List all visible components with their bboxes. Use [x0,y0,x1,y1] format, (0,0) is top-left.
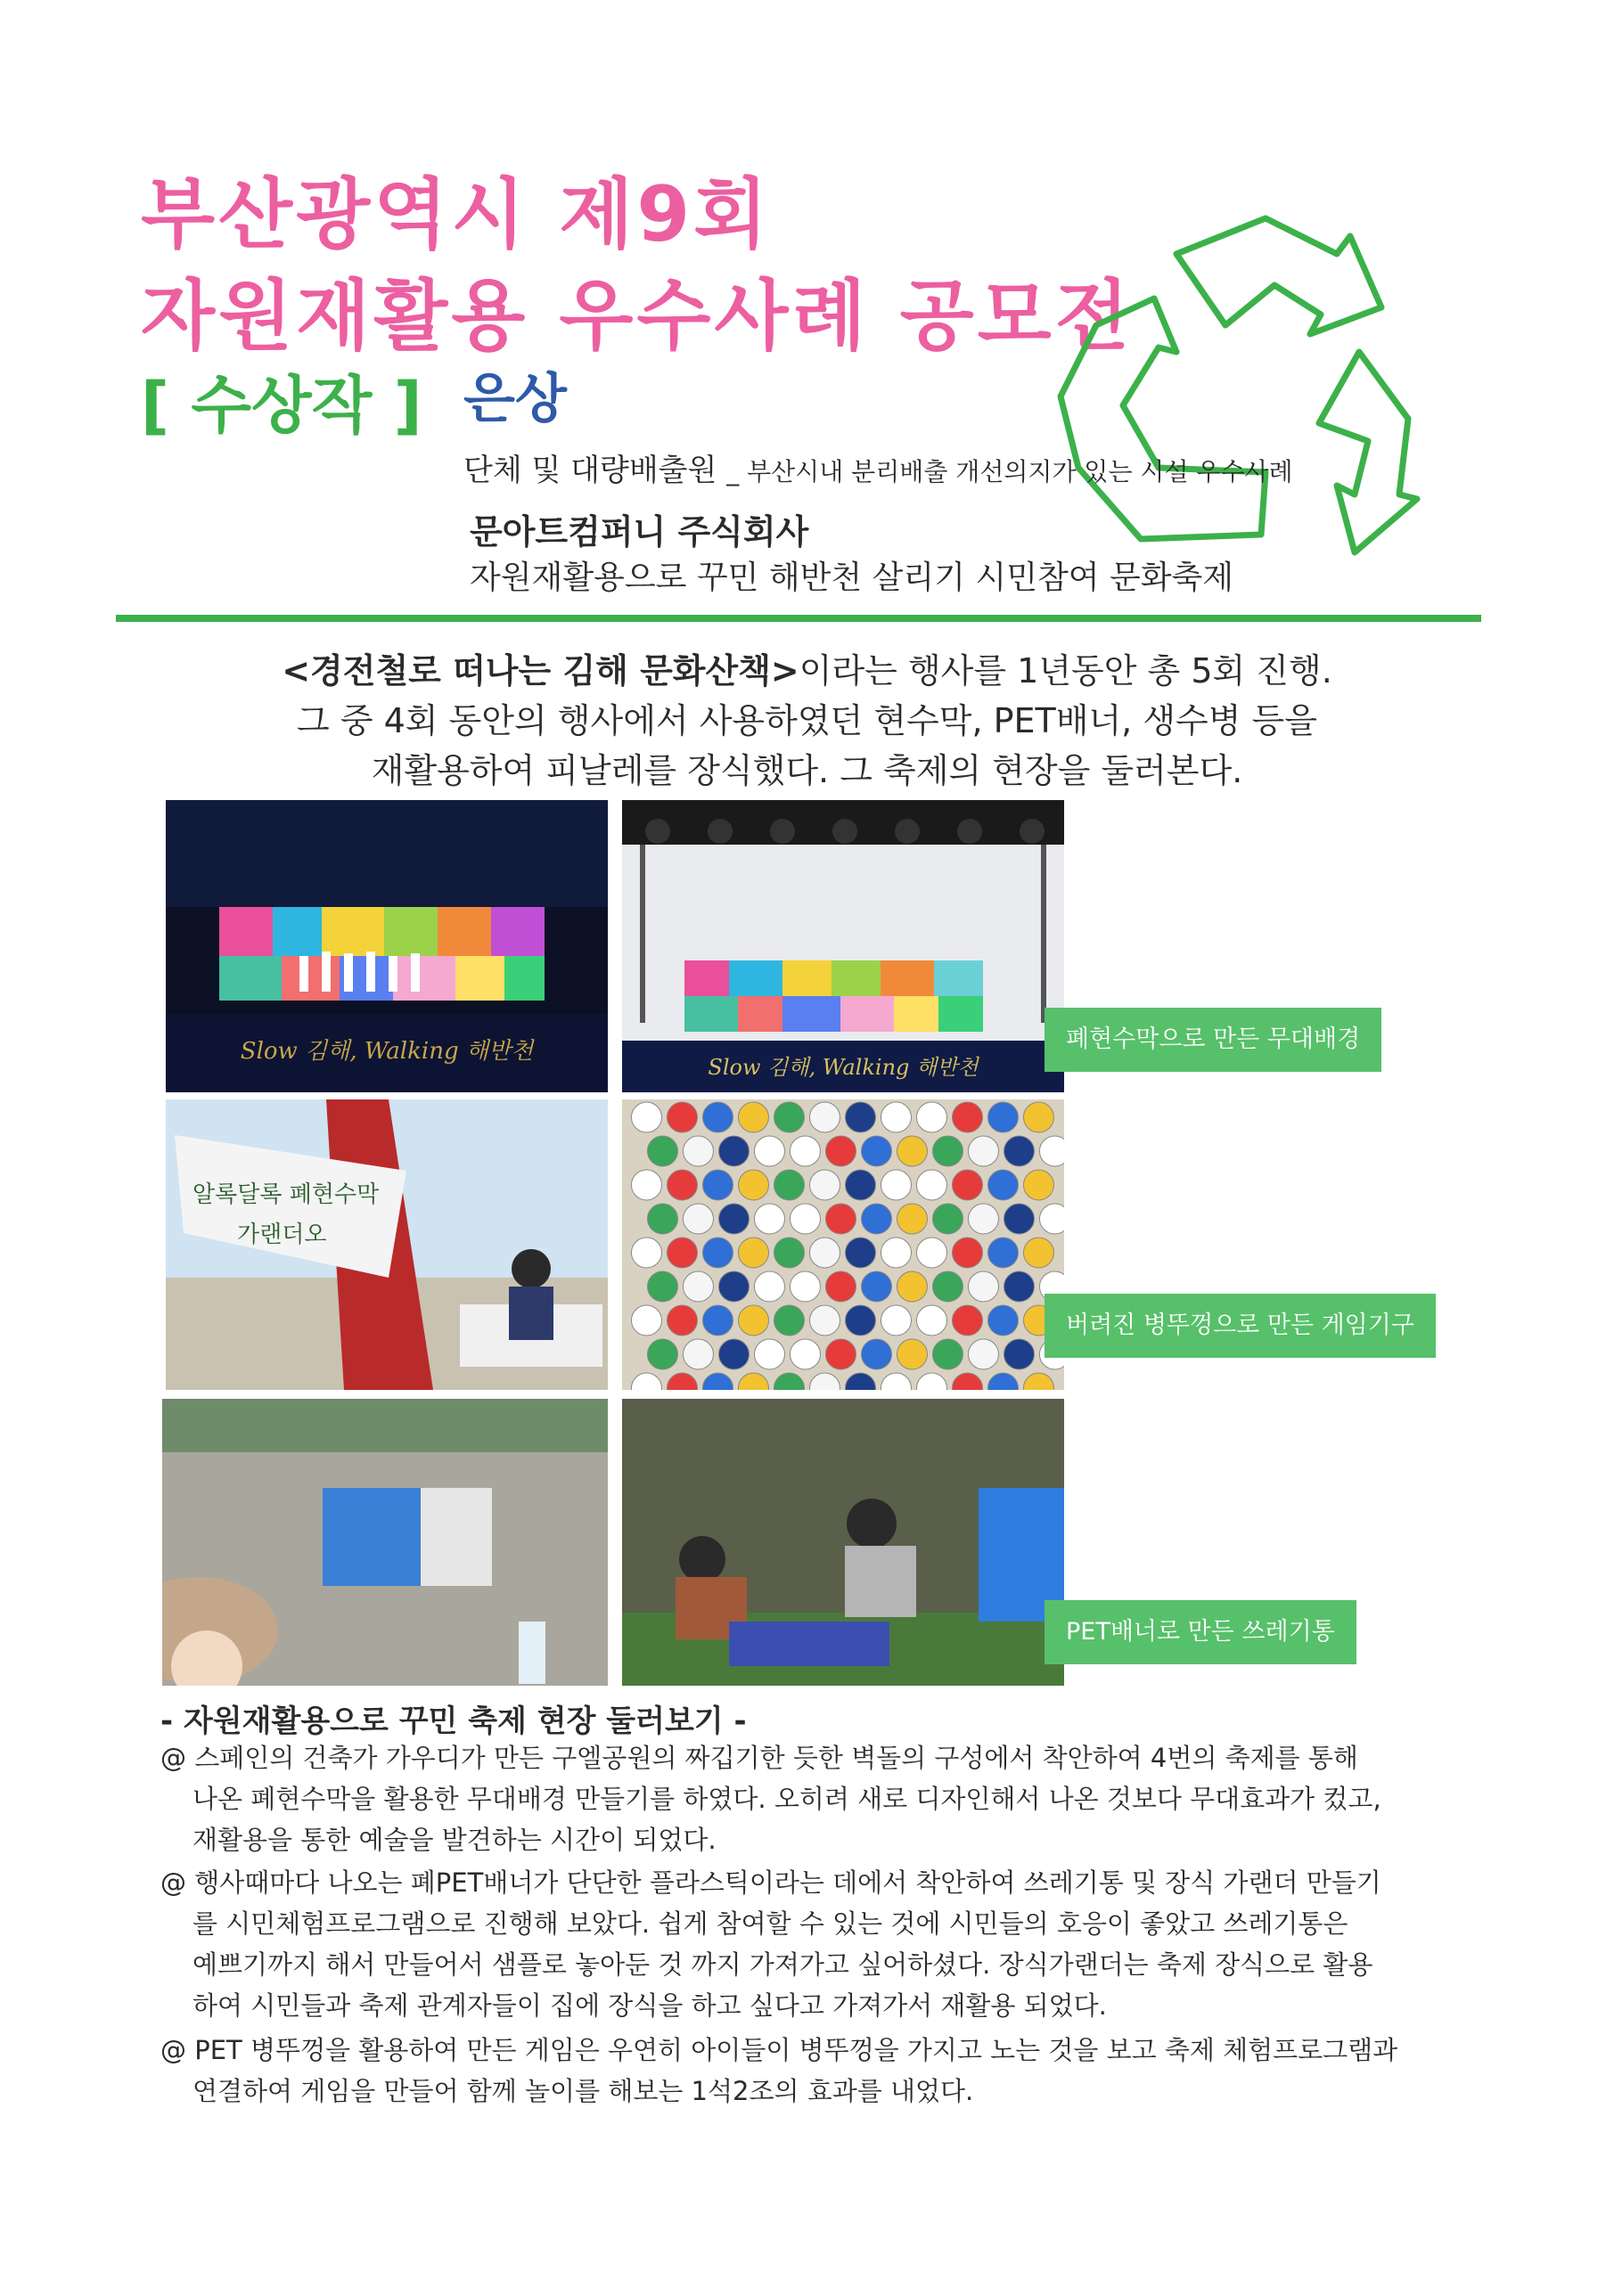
bottle-cap [702,1305,733,1336]
bottle-cap [809,1102,840,1132]
bottle-cap [861,1204,891,1234]
bottle-cap [1023,1238,1053,1268]
award-label: [ 수상작 ] [141,369,422,442]
bottle-cap [683,1271,713,1302]
intro-event-name: <경전철로 떠나는 김해 문화산책> [282,651,799,690]
bottle-cap [968,1204,998,1234]
bottle-cap [825,1204,856,1234]
bottle-cap [790,1271,820,1302]
bullet-line: @ 행사때마다 나오는 폐PET배너가 단단한 플라스틱이라는 데에서 착안하여 쓰레기통 및 장식 가랜더 만들기 [160,1867,1381,1898]
bottle-cap [1004,1204,1034,1234]
award-level: 은상 [463,368,567,430]
bottle-cap [916,1238,946,1268]
bottle-cap [897,1204,927,1234]
bottle-cap [809,1170,840,1200]
bottle-cap [718,1271,749,1302]
bottle-cap [861,1339,891,1369]
bottle-cap [825,1136,856,1166]
bottle-cap [718,1136,749,1166]
bullet-line: 재활용을 통한 예술을 발견하는 시간이 되었다. [193,1825,717,1855]
bottle-cap [647,1136,677,1166]
bottle-cap [754,1271,784,1302]
company-name: 문아트컴퍼니 주식회사 [470,512,809,552]
bottle-cap [754,1339,784,1369]
tag-cap-game: 버려진 병뚜껑으로 만든 게임기구 [1045,1294,1436,1358]
intro-line-1 [0,643,1614,692]
category-detail: _ 부산시내 분리배출 개선의지가 있는 시설 우수사례 [726,457,1293,486]
recycle-icon [1043,200,1435,575]
bottle-cap [774,1102,804,1132]
bottle-cap [790,1136,820,1166]
bottle-cap [952,1102,982,1132]
bottle-cap [754,1136,784,1166]
bottle-cap [968,1271,998,1302]
bullet-line: @ PET 병뚜껑을 활용하여 만든 게임은 우연히 아이들이 병뚜껑을 가지고 노는 것을 보고 축제 체험프로그램과 [160,2035,1398,2065]
bottle-cap [987,1102,1018,1132]
garland-sign-text-2: 가랜더오 [237,1222,327,1248]
bottle-cap [932,1136,963,1166]
bottle-cap [631,1102,661,1132]
stage-banner-text-2: Slow 김해, Walking 해반천 [708,1055,979,1080]
stage-banner-text: Slow 김해, Walking 해반천 [240,1038,534,1065]
intro-line-2: 그 중 4회 동안의 행사에서 사용하였던 현수막, PET배너, 생수병 등을 [297,701,1317,740]
bottle-cap [845,1238,875,1268]
bottle-cap [825,1339,856,1369]
bottle-cap [631,1170,661,1200]
divider [116,615,1481,622]
bottle-cap [790,1339,820,1369]
bottle-cap [897,1339,927,1369]
bottle-cap [667,1170,697,1200]
bottle-cap [845,1170,875,1200]
bullet-line: 연결하여 게임을 만들어 함께 놀이를 해보는 1석2조의 효과를 내었다. [193,2076,974,2106]
bullet-pet-banner [160,1862,1444,2026]
intro-line-3: 재활용하여 피날레를 장식했다. 그 축제의 현장을 둘러본다. [371,751,1243,790]
bottle-cap [1004,1136,1034,1166]
bottle-cap [774,1170,804,1200]
bottle-cap [738,1238,768,1268]
bullet-line: 나온 폐현수막을 활용한 무대배경 만들기를 하였다. 오히려 새로 디자인해서 나온 것보다 무대효과가 컸고, [193,1784,1381,1814]
bottle-cap [861,1271,891,1302]
bottle-cap [667,1238,697,1268]
bottle-cap [809,1305,840,1336]
bottle-cap [1023,1170,1053,1200]
photo-bottle-caps [622,1099,1064,1390]
bottle-cap [738,1170,768,1200]
bottle-cap [916,1102,946,1132]
project-subtitle: 자원재활용으로 꾸민 해반천 살리기 시민참여 문화축제 [470,560,1234,596]
bottle-cap [754,1204,784,1234]
bottle-cap [683,1136,713,1166]
bottle-cap [845,1305,875,1336]
bottle-cap [932,1339,963,1369]
bottle-cap [1004,1271,1034,1302]
bottle-cap [932,1204,963,1234]
bottle-cap [667,1102,697,1132]
bottle-cap [825,1271,856,1302]
category-main: 단체 및 대량배출원 [463,453,717,488]
bottle-cap [987,1305,1018,1336]
bottle-cap [952,1305,982,1336]
photo-night-stage [166,800,608,1092]
bottle-cap [881,1305,911,1336]
bottle-cap [631,1305,661,1336]
bottle-cap [952,1238,982,1268]
bullet-line: 를 시민체험프로그램으로 진행해 보았다. 쉽게 참여할 수 있는 것에 시민들의 호응이 좋았고 쓰레기통은 [193,1908,1348,1939]
bottle-cap [968,1339,998,1369]
bullet-line: 예쁘기까지 해서 만들어서 샘플로 놓아둔 것 까지 가져가고 싶어하셨다. 장식가랜더는 축제 장식으로 활용 [193,1949,1373,1980]
bottle-cap [702,1102,733,1132]
bottle-cap [790,1204,820,1234]
bottle-cap [952,1170,982,1200]
bottle-cap [932,1271,963,1302]
bottle-cap [718,1339,749,1369]
bottle-cap [881,1102,911,1132]
photo-assembling-bin [622,1399,1064,1686]
bottle-cap [774,1305,804,1336]
bottle-cap [738,1102,768,1132]
bullet-line: @ 스페인의 건축가 가우디가 만든 구엘공원의 짜깁기한 듯한 벽돌의 구성에서 착안하여 4번의 축제를 통해 [160,1743,1358,1773]
bottle-cap [881,1238,911,1268]
bottle-cap [702,1238,733,1268]
bullet-gaudi [160,1737,1444,1860]
photo-day-stage [622,800,1064,1092]
bottle-cap [897,1136,927,1166]
bullet-bottle-caps [160,2030,1444,2112]
bottle-cap [647,1271,677,1302]
bottle-cap [845,1102,875,1132]
bottle-cap [774,1238,804,1268]
bottle-cap [916,1170,946,1200]
bottle-cap [683,1204,713,1234]
bottle-cap [968,1136,998,1166]
section-heading: - 자원재활용으로 꾸민 축제 현장 둘러보기 - [160,1704,747,1739]
bottle-cap [1004,1339,1034,1369]
bottle-cap [683,1339,713,1369]
garland-sign-text-1: 알록달록 폐현수막 [193,1181,380,1208]
tag-pet-bin: PET배너로 만든 쓰레기통 [1045,1600,1356,1664]
photo-garland-workshop [166,1099,608,1390]
intro-line-1-rest: 이라는 행사를 1년동안 총 5회 진행. [799,651,1332,690]
bottle-cap [667,1305,697,1336]
bottle-cap [916,1305,946,1336]
bottle-cap [702,1170,733,1200]
bottle-cap [647,1339,677,1369]
bottle-cap [987,1238,1018,1268]
award-category [463,445,1293,489]
bullet-line: 하여 시민들과 축제 관계자들이 집에 장식을 하고 싶다고 가져가서 재활용 되었다. [193,1990,1107,2021]
page-title-line-1: 부산광역시 제9회 [141,170,772,259]
photo-child-with-bin [162,1399,608,1686]
bottle-cap [861,1136,891,1166]
bottle-cap [647,1204,677,1234]
page-title-line-2: 자원재활용 우수사례 공모전 [141,272,1133,361]
bottle-cap [881,1170,911,1200]
bottle-cap [987,1170,1018,1200]
bottle-cap [809,1238,840,1268]
bottle-cap [897,1271,927,1302]
bottle-cap [1023,1102,1053,1132]
bottle-cap [631,1238,661,1268]
bottle-cap [738,1305,768,1336]
bottle-cap [718,1204,749,1234]
tag-stage-background: 폐현수막으로 만든 무대배경 [1045,1008,1381,1072]
